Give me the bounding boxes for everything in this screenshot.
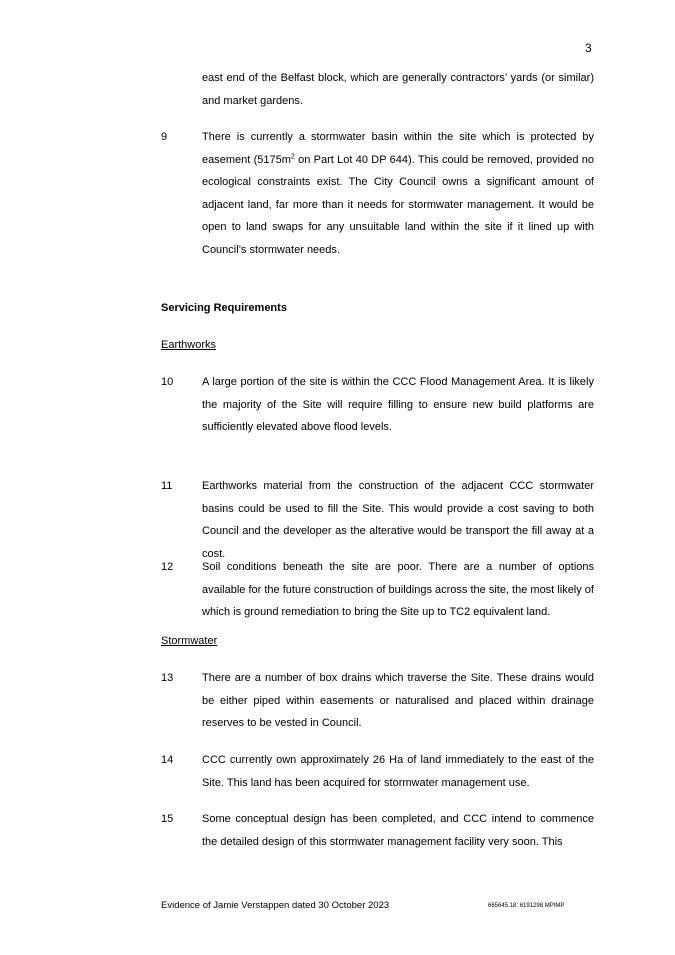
paragraph-12: Soil conditions beneath the site are poor. There are a number of options available for the future construction of buildings across the site, the most likely of which is ground remediation to bring the Site up to TC2 equivalent land. (202, 561, 594, 618)
heading-stormwater: Stormwater (161, 635, 218, 647)
paragraph-15: Some conceptual design has been completed, and CCC intend to commence the detailed design of this stormwater management facility very soon. This (202, 813, 594, 848)
paragraph-13: There are a number of box drains which traverse the Site. These drains would be either piped within easements or naturalised and placed within drainage reserves to be vested in Council. (202, 672, 594, 729)
paragraph-14: CCC currently own approximately 26 Ha of land immediately to the east of the Site. This land has been acquired for stormwater management use. (202, 754, 594, 789)
paragraph-number-9: 9 (161, 131, 168, 143)
paragraph-9-text-a: There is currently a stormwater basin within the site which is protected by easement (5175m (202, 131, 594, 166)
continuation-paragraph: east end of the Belfast block, which are generally contractors’ yards (or similar) and market gardens. (202, 72, 594, 107)
paragraph-9-text-b: on Part Lot 40 DP 644). This could be removed, provided no ecological constraints exist. The City Council owns a significant amount of adjacent land, far more than it needs for stormwater management. It would be open to land swaps for any unsuitable land within the site if it lined up with Council’s stormwater needs. (202, 153, 594, 256)
paragraph-11: Earthworks material from the construction of the adjacent CCC stormwater basins could be used to fill the Site. This would provide a cost saving to both Council and the developer as the alterative would be transport the fill away at a cost. (202, 480, 594, 560)
paragraph-10: A large portion of the site is within the CCC Flood Management Area. It is likely the majority of the Site will require filling to ensure new build platforms are sufficiently elevated above flood levels. (202, 376, 594, 433)
heading-servicing-requirements: Servicing Requirements (161, 302, 287, 314)
paragraph-number-10: 10 (161, 376, 174, 388)
page-number: 3 (585, 41, 592, 55)
paragraph-number-11: 11 (161, 480, 173, 492)
paragraph-number-12: 12 (161, 561, 174, 573)
paragraph-9 (202, 126, 594, 261)
footer-evidence-label: Evidence of Jamie Verstappen dated 30 October 2023 (161, 900, 390, 911)
superscript-2: 2 (290, 152, 295, 160)
paragraph-number-13: 13 (161, 672, 174, 684)
paragraph-number-15: 15 (161, 813, 174, 825)
footer-reference: 665645.18: 6191298 MPIMP (488, 903, 565, 909)
paragraph-number-14: 14 (161, 754, 174, 766)
heading-earthworks: Earthworks (161, 339, 217, 351)
